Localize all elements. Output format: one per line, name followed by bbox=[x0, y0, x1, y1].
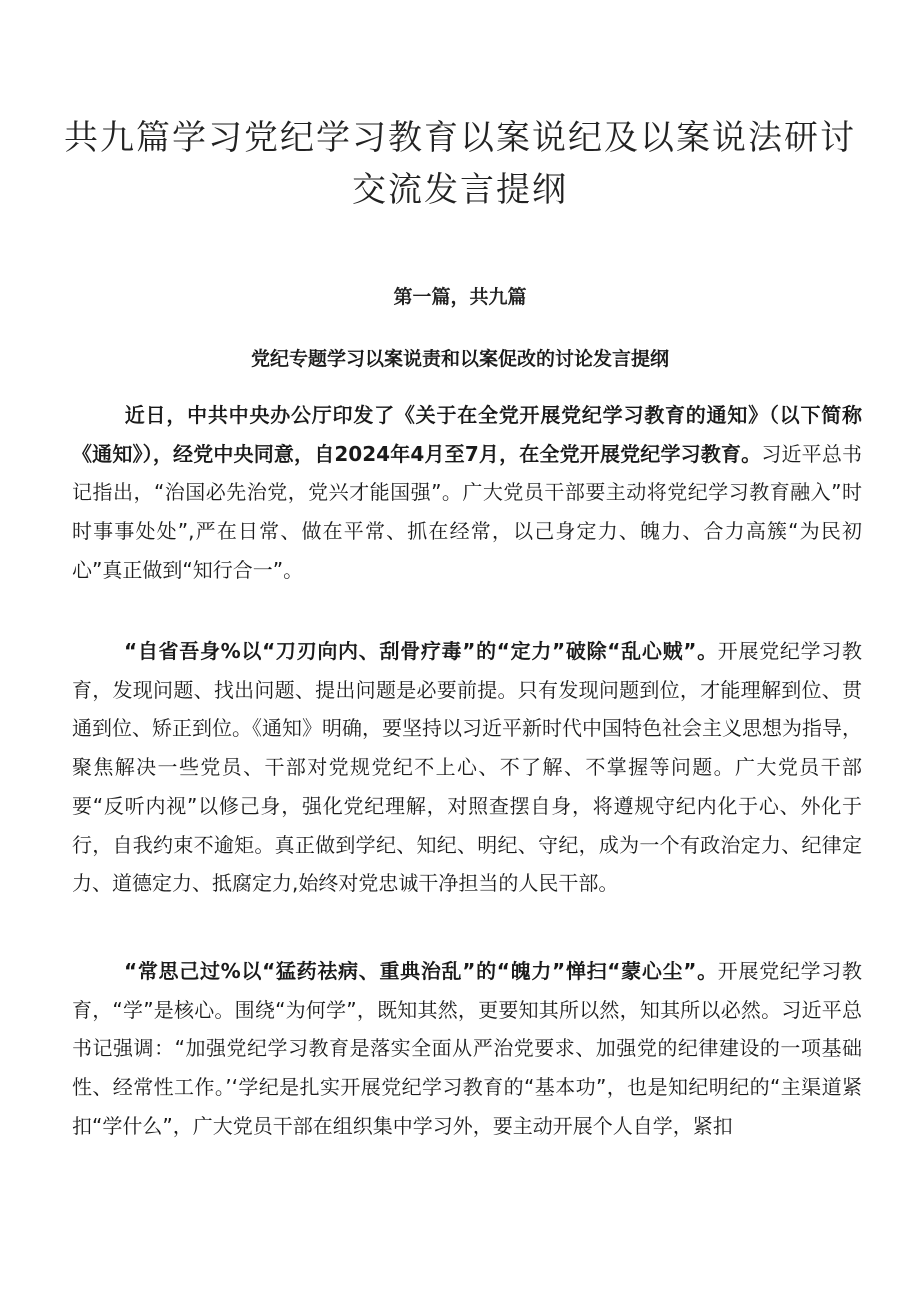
section-heading: 第一篇，共九篇 bbox=[393, 286, 527, 308]
paragraph-1 bbox=[72, 396, 862, 590]
paragraph-3-lead: “常思己过%以“猛药祛病、重典治乱”的“魄力”惮扫“蒙心尘”。 bbox=[124, 959, 718, 983]
paragraph-1-text: 习近平总书记指出，“治国必先治党，党兴才能国强”。广大党员干部要主动将党纪学习教育融入”时时事事处处”,严在日常、做在平常、抓在经常，以己身定力、魄力、合力高簇“为民初心”真正做到“知行合一”。 bbox=[72, 441, 862, 582]
paragraph-3-text: 开展党纪学习教育，“学”是核心。围绕“为何学”，既知其然，更要知其所以然，知其所以必然。习近平总书记强调：“加强党纪学习教育是落实全面从严治党要求、加强党的纪律建设的一项基础性、经常性工作。’‘学纪是扎实开展党纪学习教育的“基本功”，也是知纪明纪的“主渠道紧扣“学什么”，广大党员干部在组织集中学习外，要主动开展个人自学，紧扣 bbox=[72, 959, 863, 1138]
document-title: 共九篇学习党纪学习教育以案说纪及以案说法研讨交流发言提纲 bbox=[64, 118, 856, 210]
paragraph-2-lead: “自省吾身%以“刀刃向内、刮骨疗毒”的“定力”破除“乱心贼”。 bbox=[124, 639, 718, 663]
document-subtitle: 党纪专题学习以案说责和以案促改的讨论发言提纲 bbox=[250, 348, 669, 370]
paragraph-1-lead: 近日，中共中央办公厅印发了《关于在全党开展党纪学习教育的通知》（以下简称《通知》），经党中央同意，自2024年4月至7月，在全党开展党纪学习教育。 bbox=[72, 403, 862, 466]
paragraph-3 bbox=[72, 952, 862, 1146]
paragraph-2 bbox=[72, 632, 862, 903]
paragraph-2-text: 开展党纪学习教育，发现问题、找出问题、提出问题是必要前提。只有发现问题到位，才能理解到位、贯通到位、矫正到位。《通知》明确，要坚持以习近平新时代中国特色社会主义思想为指导，聚焦解决一些党员、干部对党规党纪不上心、不了解、不掌握等问题。广大党员干部要“反听内视”以修己身，强化党纪理解，对照查摆自身，将遵规守纪内化于心、外化于行，自我约束不逾矩。真正做到学纪、知纪、明纪、守纪，成为一个有政治定力、纪律定力、道德定力、抵腐定力,始终对党忠诚干净担当的人民干部。 bbox=[72, 639, 863, 896]
